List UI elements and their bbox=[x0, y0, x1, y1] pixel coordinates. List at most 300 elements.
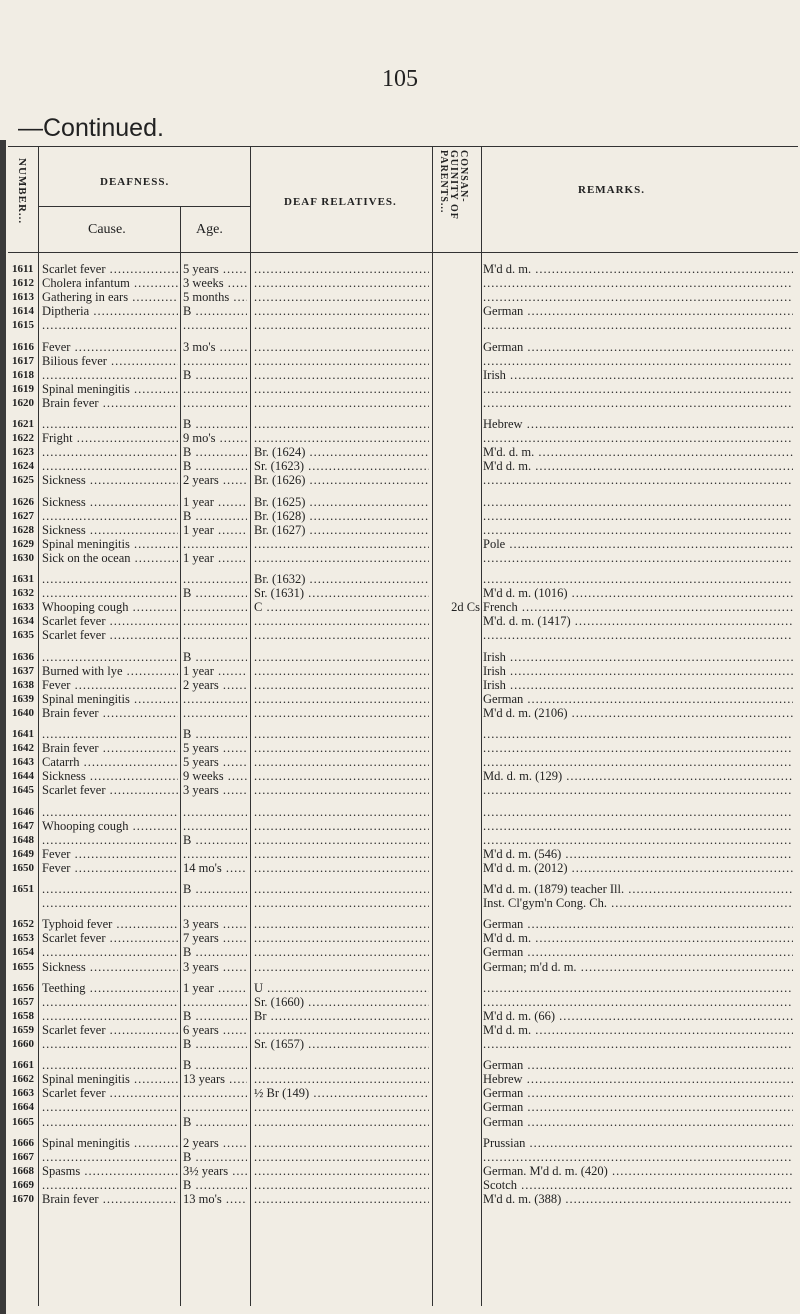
row-age: B ..... bbox=[183, 459, 247, 473]
row-deaf-relatives bbox=[254, 805, 429, 819]
row-age: 9 mo's ..... bbox=[183, 431, 247, 445]
row-number: 1629 bbox=[12, 537, 34, 550]
row-age: 3 mo's ..... bbox=[183, 340, 247, 354]
table-row bbox=[0, 290, 800, 304]
row-remarks bbox=[483, 551, 793, 565]
row-deaf-relatives: Br. (1627) ..... bbox=[254, 523, 429, 537]
row-number: 1620 bbox=[12, 396, 34, 409]
row-remarks bbox=[483, 1150, 793, 1164]
table-row bbox=[0, 262, 800, 276]
row-remarks: Md. d. m. (129) ..... bbox=[483, 769, 793, 783]
table-row bbox=[0, 354, 800, 368]
row-cause bbox=[42, 572, 178, 586]
row-age: B ..... bbox=[183, 1115, 247, 1129]
row-remarks: German; m'd d. m. ..... bbox=[483, 960, 793, 974]
row-number: 1666 bbox=[12, 1136, 34, 1149]
table-row bbox=[0, 664, 800, 678]
row-cause: Whooping cough ..... bbox=[42, 819, 178, 833]
row-age: 1 year ..... bbox=[183, 495, 247, 509]
header-mid-rule bbox=[38, 206, 250, 207]
row-number: 1615 bbox=[12, 319, 34, 332]
row-age bbox=[183, 318, 247, 332]
row-deaf-relatives bbox=[254, 650, 429, 664]
row-remarks bbox=[483, 819, 793, 833]
row-age: B ..... bbox=[183, 1009, 247, 1023]
table-row bbox=[0, 304, 800, 318]
table-row bbox=[0, 727, 800, 741]
row-deaf-relatives: Br. (1628) ..... bbox=[254, 509, 429, 523]
row-remarks: M'd d. m. (66) ..... bbox=[483, 1009, 793, 1023]
row-remarks: German. M'd d. m. (420) ..... bbox=[483, 1164, 793, 1178]
row-number: 1617 bbox=[12, 354, 34, 367]
table-row bbox=[0, 431, 800, 445]
table-row bbox=[0, 614, 800, 628]
row-number: 1642 bbox=[12, 742, 34, 755]
row-remarks: M'd d. m. ..... bbox=[483, 931, 793, 945]
row-number: 1634 bbox=[12, 615, 34, 628]
row-age bbox=[183, 600, 247, 614]
row-deaf-relatives bbox=[254, 931, 429, 945]
row-remarks bbox=[483, 741, 793, 755]
row-deaf-relatives bbox=[254, 678, 429, 692]
row-cause: Spinal meningitis ..... bbox=[42, 1136, 178, 1150]
row-deaf-relatives: Br. (1625) ..... bbox=[254, 495, 429, 509]
table-row bbox=[0, 755, 800, 769]
row-remarks bbox=[483, 572, 793, 586]
table-row bbox=[0, 382, 800, 396]
page-number: 105 bbox=[382, 66, 418, 92]
row-cause bbox=[42, 318, 178, 332]
row-cause: Burned with lye ..... bbox=[42, 664, 178, 678]
row-deaf-relatives bbox=[254, 1178, 429, 1192]
table-row bbox=[0, 819, 800, 833]
row-cause: Gathering in ears ..... bbox=[42, 290, 178, 304]
row-cause bbox=[42, 805, 178, 819]
row-remarks: German ..... bbox=[483, 1086, 793, 1100]
row-cause bbox=[42, 1115, 178, 1129]
row-deaf-relatives bbox=[254, 276, 429, 290]
row-cause bbox=[42, 509, 178, 523]
row-remarks: German ..... bbox=[483, 1100, 793, 1114]
row-cause bbox=[42, 1009, 178, 1023]
table-row bbox=[0, 509, 800, 523]
row-remarks: German ..... bbox=[483, 304, 793, 318]
row-age: B ..... bbox=[183, 586, 247, 600]
row-cause: Brain fever ..... bbox=[42, 741, 178, 755]
row-deaf-relatives bbox=[254, 1136, 429, 1150]
row-number: 1626 bbox=[12, 495, 34, 508]
row-cause: Scarlet fever ..... bbox=[42, 931, 178, 945]
table-row bbox=[0, 706, 800, 720]
row-age: 7 years ..... bbox=[183, 931, 247, 945]
row-deaf-relatives bbox=[254, 882, 429, 896]
table-row bbox=[0, 995, 800, 1009]
row-number: 1619 bbox=[12, 382, 34, 395]
row-number: 1628 bbox=[12, 523, 34, 536]
row-number: 1616 bbox=[12, 340, 34, 353]
row-cause bbox=[42, 882, 178, 896]
row-cause: Spinal meningitis ..... bbox=[42, 537, 178, 551]
row-remarks: Irish ..... bbox=[483, 664, 793, 678]
row-remarks bbox=[483, 276, 793, 290]
row-number: 1670 bbox=[12, 1193, 34, 1205]
row-deaf-relatives bbox=[254, 304, 429, 318]
row-age bbox=[183, 537, 247, 551]
row-remarks bbox=[483, 495, 793, 509]
page-heading: —Continued. bbox=[18, 114, 164, 142]
row-age bbox=[183, 382, 247, 396]
row-age: B ..... bbox=[183, 1058, 247, 1072]
table-row bbox=[0, 1072, 800, 1086]
row-cause: Brain fever ..... bbox=[42, 396, 178, 410]
row-age bbox=[183, 1086, 247, 1100]
row-age bbox=[183, 805, 247, 819]
table-row bbox=[0, 769, 800, 783]
row-deaf-relatives bbox=[254, 537, 429, 551]
row-remarks bbox=[483, 995, 793, 1009]
row-number: 1658 bbox=[12, 1009, 34, 1022]
table-row bbox=[0, 692, 800, 706]
row-age: 2 years ..... bbox=[183, 473, 247, 487]
table-row bbox=[0, 847, 800, 861]
table-row bbox=[0, 931, 800, 945]
row-deaf-relatives bbox=[254, 290, 429, 304]
row-remarks bbox=[483, 396, 793, 410]
row-remarks: M'd d. m. (1016) ..... bbox=[483, 586, 793, 600]
row-deaf-relatives: Sr. (1623) ..... bbox=[254, 459, 429, 473]
row-age bbox=[183, 847, 247, 861]
row-number: 1660 bbox=[12, 1038, 34, 1050]
row-number: 1646 bbox=[12, 805, 34, 818]
row-deaf-relatives bbox=[254, 1058, 429, 1072]
row-cause bbox=[42, 1100, 178, 1114]
row-deaf-relatives bbox=[254, 368, 429, 382]
row-cause bbox=[42, 727, 178, 741]
row-cause bbox=[42, 445, 178, 459]
row-remarks bbox=[483, 431, 793, 445]
table-row bbox=[0, 945, 800, 959]
row-cause: Sickness ..... bbox=[42, 495, 178, 509]
row-deaf-relatives bbox=[254, 431, 429, 445]
row-deaf-relatives bbox=[254, 819, 429, 833]
table-row bbox=[0, 1164, 800, 1178]
row-consanguinity: 2d Cs bbox=[451, 600, 480, 615]
header-remarks: REMARKS. bbox=[578, 184, 645, 196]
row-cause: Scarlet fever ..... bbox=[42, 628, 178, 642]
row-cause: Sickness ..... bbox=[42, 473, 178, 487]
row-age: 3 years ..... bbox=[183, 960, 247, 974]
row-age: 1 year ..... bbox=[183, 664, 247, 678]
row-number: 1623 bbox=[12, 446, 34, 459]
row-age: B ..... bbox=[183, 727, 247, 741]
row-age: 13 years ..... bbox=[183, 1072, 247, 1086]
table-row bbox=[0, 1115, 800, 1129]
row-cause bbox=[42, 945, 178, 959]
row-deaf-relatives: Sr. (1631) ..... bbox=[254, 586, 429, 600]
table-row bbox=[0, 861, 800, 875]
row-deaf-relatives bbox=[254, 262, 429, 276]
row-number: 1638 bbox=[12, 678, 34, 691]
row-deaf-relatives bbox=[254, 917, 429, 931]
row-age: 5 months ..... bbox=[183, 290, 247, 304]
row-remarks: French ..... bbox=[483, 600, 793, 614]
row-age: B ..... bbox=[183, 1178, 247, 1192]
row-cause: Fever ..... bbox=[42, 340, 178, 354]
row-deaf-relatives bbox=[254, 692, 429, 706]
row-deaf-relatives bbox=[254, 417, 429, 431]
row-number: 1655 bbox=[12, 960, 34, 973]
table-row bbox=[0, 473, 800, 487]
table-row bbox=[0, 1192, 800, 1206]
row-deaf-relatives bbox=[254, 1192, 429, 1206]
row-age: 5 years ..... bbox=[183, 755, 247, 769]
row-remarks: German ..... bbox=[483, 917, 793, 931]
row-remarks: M'd d. m. (1879) teacher Ill. ..... bbox=[483, 882, 793, 896]
row-age bbox=[183, 614, 247, 628]
row-cause: Typhoid fever ..... bbox=[42, 917, 178, 931]
row-remarks bbox=[483, 783, 793, 797]
row-age bbox=[183, 354, 247, 368]
row-deaf-relatives bbox=[254, 945, 429, 959]
table-row bbox=[0, 805, 800, 819]
row-remarks bbox=[483, 473, 793, 487]
row-number: 1654 bbox=[12, 946, 34, 959]
table-row bbox=[0, 523, 800, 537]
row-remarks bbox=[483, 805, 793, 819]
row-cause bbox=[42, 368, 178, 382]
row-deaf-relatives bbox=[254, 354, 429, 368]
table-row bbox=[0, 586, 800, 600]
row-number: 1645 bbox=[12, 784, 34, 797]
table-row bbox=[0, 537, 800, 551]
row-age bbox=[183, 995, 247, 1009]
row-remarks: M'd d. m. ..... bbox=[483, 1023, 793, 1037]
table-row bbox=[0, 276, 800, 290]
row-deaf-relatives bbox=[254, 318, 429, 332]
row-remarks bbox=[483, 318, 793, 332]
row-cause: Sickness ..... bbox=[42, 523, 178, 537]
row-age: B ..... bbox=[183, 882, 247, 896]
table-row bbox=[0, 1023, 800, 1037]
row-cause: Fright ..... bbox=[42, 431, 178, 445]
row-deaf-relatives bbox=[254, 340, 429, 354]
row-cause: Sickness ..... bbox=[42, 960, 178, 974]
table-row bbox=[0, 396, 800, 410]
row-cause: Sickness ..... bbox=[42, 769, 178, 783]
row-number: 1624 bbox=[12, 460, 34, 473]
row-remarks bbox=[483, 833, 793, 847]
row-age: 2 years ..... bbox=[183, 678, 247, 692]
table-row bbox=[0, 896, 800, 910]
row-deaf-relatives bbox=[254, 727, 429, 741]
row-number: 1664 bbox=[12, 1101, 34, 1114]
header-top-rule bbox=[8, 146, 798, 147]
row-deaf-relatives: Br. (1632) ..... bbox=[254, 572, 429, 586]
row-number: 1662 bbox=[12, 1073, 34, 1086]
row-remarks bbox=[483, 523, 793, 537]
row-number: 1613 bbox=[12, 291, 34, 304]
row-age: B ..... bbox=[183, 650, 247, 664]
table-row bbox=[0, 1178, 800, 1192]
row-deaf-relatives bbox=[254, 382, 429, 396]
row-cause: Brain fever ..... bbox=[42, 706, 178, 720]
row-deaf-relatives bbox=[254, 847, 429, 861]
row-remarks: Irish ..... bbox=[483, 650, 793, 664]
row-deaf-relatives bbox=[254, 833, 429, 847]
row-cause: Scarlet fever ..... bbox=[42, 783, 178, 797]
row-remarks: M'd d. m. ..... bbox=[483, 459, 793, 473]
table-row bbox=[0, 917, 800, 931]
row-age: B ..... bbox=[183, 833, 247, 847]
row-number: 1640 bbox=[12, 706, 34, 719]
row-number: 1668 bbox=[12, 1164, 34, 1177]
row-age bbox=[183, 628, 247, 642]
row-age: 1 year ..... bbox=[183, 981, 247, 995]
row-remarks: German ..... bbox=[483, 1058, 793, 1072]
row-remarks: Prussian ..... bbox=[483, 1136, 793, 1150]
row-remarks bbox=[483, 354, 793, 368]
row-age bbox=[183, 896, 247, 910]
header-number: NUMBER... bbox=[16, 158, 28, 225]
row-cause: Fever ..... bbox=[42, 678, 178, 692]
row-age bbox=[183, 1100, 247, 1114]
row-number: 1649 bbox=[12, 847, 34, 860]
row-remarks: M'd d. m. (2106) ..... bbox=[483, 706, 793, 720]
table-row bbox=[0, 1086, 800, 1100]
table-row bbox=[0, 368, 800, 382]
table-row bbox=[0, 628, 800, 642]
row-remarks: German ..... bbox=[483, 1115, 793, 1129]
table-row bbox=[0, 551, 800, 565]
row-number: 1612 bbox=[12, 277, 34, 290]
row-deaf-relatives bbox=[254, 1164, 429, 1178]
header-cause: Cause. bbox=[88, 222, 126, 237]
row-age: 2 years ..... bbox=[183, 1136, 247, 1150]
row-deaf-relatives bbox=[254, 614, 429, 628]
table-row bbox=[0, 340, 800, 354]
row-age: B ..... bbox=[183, 304, 247, 318]
row-age: 5 years ..... bbox=[183, 262, 247, 276]
row-number: 1614 bbox=[12, 305, 34, 318]
row-cause: Scarlet fever ..... bbox=[42, 262, 178, 276]
row-age: 5 years ..... bbox=[183, 741, 247, 755]
row-deaf-relatives bbox=[254, 1072, 429, 1086]
row-deaf-relatives bbox=[254, 1150, 429, 1164]
row-number: 1661 bbox=[12, 1059, 34, 1072]
row-number: 1659 bbox=[12, 1023, 34, 1036]
row-cause: Scarlet fever ..... bbox=[42, 1086, 178, 1100]
table-row bbox=[0, 981, 800, 995]
row-deaf-relatives bbox=[254, 1100, 429, 1114]
row-age: B ..... bbox=[183, 509, 247, 523]
row-age: B ..... bbox=[183, 368, 247, 382]
table-row bbox=[0, 495, 800, 509]
header-bottom-rule bbox=[8, 252, 798, 253]
row-deaf-relatives bbox=[254, 628, 429, 642]
row-cause: Cholera infantum ..... bbox=[42, 276, 178, 290]
table-row bbox=[0, 572, 800, 586]
row-number: 1647 bbox=[12, 819, 34, 832]
table-row bbox=[0, 1100, 800, 1114]
row-number: 1633 bbox=[12, 601, 34, 614]
row-age: 3 years ..... bbox=[183, 917, 247, 931]
row-cause: Brain fever ..... bbox=[42, 1192, 178, 1206]
row-age: 9 weeks ..... bbox=[183, 769, 247, 783]
row-number: 1627 bbox=[12, 509, 34, 522]
row-number: 1641 bbox=[12, 728, 34, 740]
row-cause: Catarrh ..... bbox=[42, 755, 178, 769]
row-deaf-relatives: C ..... bbox=[254, 600, 429, 614]
row-deaf-relatives bbox=[254, 755, 429, 769]
row-cause: Spasms ..... bbox=[42, 1164, 178, 1178]
row-cause: Scarlet fever ..... bbox=[42, 614, 178, 628]
row-age: B ..... bbox=[183, 945, 247, 959]
row-cause: Spinal meningitis ..... bbox=[42, 692, 178, 706]
row-remarks bbox=[483, 509, 793, 523]
row-remarks bbox=[483, 290, 793, 304]
table-row bbox=[0, 600, 800, 614]
row-remarks: M'd d. m. (2012) ..... bbox=[483, 861, 793, 875]
row-deaf-relatives: Sr. (1660) ..... bbox=[254, 995, 429, 1009]
row-deaf-relatives: Sr. (1657) ..... bbox=[254, 1037, 429, 1051]
table-row bbox=[0, 741, 800, 755]
row-number: 1637 bbox=[12, 664, 34, 677]
row-cause bbox=[42, 995, 178, 1009]
row-cause: Bilious fever ..... bbox=[42, 354, 178, 368]
row-number: 1665 bbox=[12, 1115, 34, 1128]
row-deaf-relatives bbox=[254, 960, 429, 974]
row-number: 1643 bbox=[12, 756, 34, 769]
row-number: 1635 bbox=[12, 629, 34, 642]
table-row bbox=[0, 678, 800, 692]
row-remarks: M'd. d. m. ..... bbox=[483, 445, 793, 459]
row-number: 1669 bbox=[12, 1178, 34, 1191]
header-consanguinity: CONSAN-GUINITY OF PARENTS... bbox=[438, 150, 469, 220]
row-number: 1630 bbox=[12, 551, 34, 564]
row-remarks bbox=[483, 628, 793, 642]
row-number: 1652 bbox=[12, 918, 34, 931]
table-row bbox=[0, 783, 800, 797]
row-number: 1639 bbox=[12, 692, 34, 705]
row-remarks: Irish ..... bbox=[483, 678, 793, 692]
row-deaf-relatives: Br. (1624) ..... bbox=[254, 445, 429, 459]
row-deaf-relatives bbox=[254, 706, 429, 720]
header-age: Age. bbox=[196, 222, 223, 237]
row-age: B ..... bbox=[183, 1150, 247, 1164]
header-deafness: DEAFNESS. bbox=[100, 176, 170, 188]
row-age bbox=[183, 706, 247, 720]
table-row bbox=[0, 960, 800, 974]
row-remarks bbox=[483, 382, 793, 396]
row-age bbox=[183, 819, 247, 833]
row-remarks: Inst. Cl'gym'n Cong. Ch. ..... bbox=[483, 896, 793, 910]
table-row bbox=[0, 445, 800, 459]
row-cause bbox=[42, 1178, 178, 1192]
row-cause: Spinal meningitis ..... bbox=[42, 1072, 178, 1086]
row-deaf-relatives bbox=[254, 861, 429, 875]
row-age: 1 year ..... bbox=[183, 523, 247, 537]
table-row bbox=[0, 459, 800, 473]
row-cause: Diptheria ..... bbox=[42, 304, 178, 318]
row-remarks: German ..... bbox=[483, 340, 793, 354]
row-number: 1622 bbox=[12, 432, 34, 445]
row-deaf-relatives bbox=[254, 741, 429, 755]
row-number: 1625 bbox=[12, 474, 34, 487]
row-deaf-relatives: U ..... bbox=[254, 981, 429, 995]
row-number: 1653 bbox=[12, 932, 34, 945]
row-remarks: M'd. d. m. (1417) ..... bbox=[483, 614, 793, 628]
row-number: 1611 bbox=[12, 263, 34, 275]
